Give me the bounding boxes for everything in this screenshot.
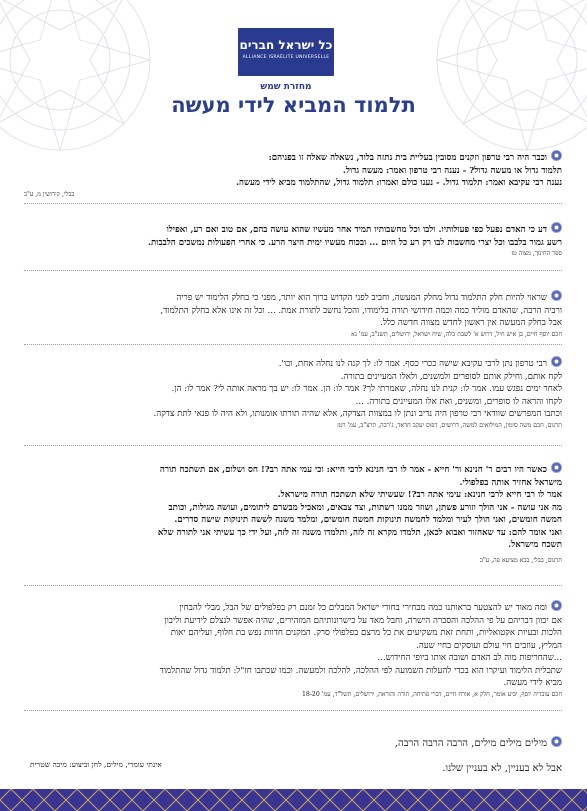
quote-line: כאשר היו רבים ר' חנינא ור' חייא - אמר לו רבי חנינא לרבי חייא: וכי עמי אתה רב?! חס ושלום, אם תשתכח תורה [159, 465, 547, 475]
decorative-pattern-left [0, 0, 160, 160]
quote-line: מה אני עושה - אני הולך וזורע פשתן, ושוזר ממנו רשתות, וצד צבאים, ומאכיל מבשרם ליתומים, ועושה מגילות, וכותב [168, 502, 562, 513]
quote-line: תלמוד גדול או מעשה גדול? - נענה רבי טרפון ואמר: מעשה גדול. [342, 165, 562, 176]
quote-line: הלכות ובעיות אקטואליות, ותחת זאת משקיעים את כל מרצם בפלפולי סרק. המקנים חדוות נפש בת חלוף, ועליהם יאות [170, 628, 562, 638]
section-divider [24, 710, 562, 711]
quote-section-2 [24, 222, 562, 259]
section-divider [24, 270, 562, 271]
quote-line: ומה מאוד יש להצטער בראותנו כמה מבחירי בחורי ישראל המבלים כל זמנם רק בפלפולים של הבל, מבלי להבחין [179, 603, 547, 613]
section-divider [24, 445, 562, 446]
logo-name: כל ישראל חברים [239, 38, 333, 52]
logo-tagline: מחזרת שמש [260, 82, 312, 92]
section-divider [24, 585, 562, 586]
quote-line: לקח אותם, וחילק אותם לסופרים ולמשנים, ולאלו המעיינים בתורה. [340, 371, 562, 382]
flower-bullet-icon [551, 290, 562, 301]
quote-line: וכתבו המפרשים שוודאי רבי טרפון היה נדיב ונתן לו במצוות הצדקה, אלא שהיה תורתו אומנותו, ולא היה לו פנאי לתת צדקה. [153, 409, 562, 419]
flower-bullet-icon [551, 600, 562, 611]
quote-line: אמר לו רבי חייא לרבי חנינא: עימי אתה רב?! שעשיתי שלא תשתכח תורה מישראל. [277, 490, 562, 500]
quote-line: נענה רבי עקיבא ואמר: תלמוד גדול. - נענו כולם ואמרו: תלמוד גדול, שהתלמוד מביא לידי מעשה. [236, 178, 562, 188]
quote-line: לאחר ימים נפגש עמו. אמר לו: קנית לנו נחלה, שאמרתי לך? אמר לו: הן. אמר לו: יש בך מראה אותה לי? אמר לו: הן. [171, 384, 562, 394]
source-citation: חכם יוסף חיים, בן איש חיל, דרוש א' לשבת כלה, שיח ישראל, ירושלים, תשנ"ב, עמ' נא [351, 330, 562, 338]
section-divider [24, 203, 562, 204]
quote-line: אם יכוון דבריהם על פי ההלכה והסברה הישרה, וחבל מאד על כישרונותיהם המזהירים, שהיה אפשר לנצלם לידיעת וליבון [164, 615, 562, 626]
source-citation: ספר החינוך, מצוה טז [511, 250, 562, 257]
quote-line: שתכלית הלימוד ועיקרו הוא בכדי להעלות השמועה לפי ההלכה, להלכה ולמעשה. וכמו שכתבו חז"ל: תלמוד גדול שהתלמוד [159, 665, 562, 676]
quote-line: אבל בחלק המעשה אין ראשון לחדש מצווה חדשה כלל. [380, 318, 562, 328]
quote-section-6 [24, 600, 562, 700]
quote-section-1 [24, 150, 562, 200]
quote-line: לקחו והראה לו סופרים, ומשנים, ואת אלו המעיינים בתורה. ... [355, 396, 562, 407]
quote-line: שראוי להיות חלק התלמוד גדול מחלק המעשה, וחביב לפני הקדוש ברוך הוא יותר, מפני כי בחלק הלימוד יש פריה [176, 293, 547, 303]
quote-line: מישראל אחזיר אותה בפלפולי. [459, 477, 562, 488]
source-citation: תרגום, בבלי, בבא מציעא פה, ע"ב [479, 556, 562, 564]
section-divider [24, 344, 562, 345]
quote-line: ואני אומר להם: עד שאחזור ואבוא לכאן, תלמדו מקרא זה לזה, ותלמדו משנה זה לזה, ועל ידי כך עשיתי אני לתורה שלא [157, 527, 562, 538]
quote-line: ...שהחריפות מוה לב האדם ושובה אותו ביופי החידוש... [377, 653, 562, 663]
flower-bullet-icon [551, 462, 562, 473]
quote-section-4 [24, 356, 562, 431]
quote-line: מביא לידי מעשה. [503, 678, 562, 688]
source-citation: בבלי, קידושין מ, ע"ב [24, 190, 75, 198]
quote-line: המליץ, עוזבים חיי עולם ועוסקים בחיי שעה. [416, 640, 562, 651]
quote-section-3 [24, 290, 562, 340]
quote-section-5 [24, 462, 562, 566]
quote-line: דע כי האדם נפעל כפי פעולותיו. ולבו וכל מחשבותיו תמיד אחר מעשיו שהוא עושה בהם, אם טוב ואם רע, ואפילו [166, 225, 547, 235]
quote-line: חמשה חומשים, ואני הולך לעיר ומלמד לחמשה תינוקות חמשה חומשים, ומלמד משנה לששה תינוקות שישה סדרים. [174, 515, 562, 525]
closing-line-2: אבל לא בעניין, לא בעניין שלנו. [442, 763, 562, 774]
closing-verse [24, 726, 562, 786]
song-credit: אינתי עומרי, מילים, לחן וביצוע: מיכה שטרית [30, 760, 162, 769]
source-citation: תרגום, חכם משה סימון, המילואים למשה, דרושים, דפוס יעקב חדאד, ג'רבה, תרצ"ב, עמ' רטז [337, 421, 562, 429]
quote-line: תשכח מישראל. [508, 540, 562, 550]
quote-line: וכבר היה רבי טרפון וזקנים מסובין בעליית בית נתזה בלוד, נשאלה שאלה זו בפניהם: [268, 153, 547, 163]
closing-line-1: מילים מילים מילים, הרבה הרבה הרבה, [394, 738, 547, 749]
flower-bullet-icon [551, 356, 562, 367]
flower-bullet-icon [551, 222, 562, 233]
source-citation: חכם עובדיה יוסף, יביע אומר, חלק א, אורח חיים, דברי פתיחה, תורה והוראה, ירושלים, תשל"ד, עמ' 18-20 [301, 690, 562, 698]
quote-line: ורביה הרבה, שהאדם מוליד כמה וכמה חידושי תורה בלימודו, והכל נחשב לתורת אמת. ... וכל זה אינו אלא בחלק התלמוד, [160, 305, 562, 316]
quote-line: רבי טרפון נתן לרבי עקיבא שישה ככרי כסף. אמר לו: לך קנה לנו נחלה אחת, וכו'. [278, 359, 547, 369]
flower-bullet-icon [551, 150, 562, 161]
flower-bullet-icon [551, 736, 562, 747]
logo [238, 28, 334, 76]
quote-line: רשע גמור בלבבו וכל יצרי מחשבות לבו רק רע כל היום ... ובכוח מעשיו ימית היצר הרע. כי אחרי הפעולות נמשכים הלבבות. [148, 237, 562, 248]
decorative-pattern-right [427, 0, 587, 160]
decorative-bottom-border [0, 789, 587, 811]
logo-subtitle: ALLIANCE ISRAÉLITE UNIVERSELLE [242, 55, 330, 60]
page-title: תלמוד המביא לידי מעשה [171, 93, 416, 117]
